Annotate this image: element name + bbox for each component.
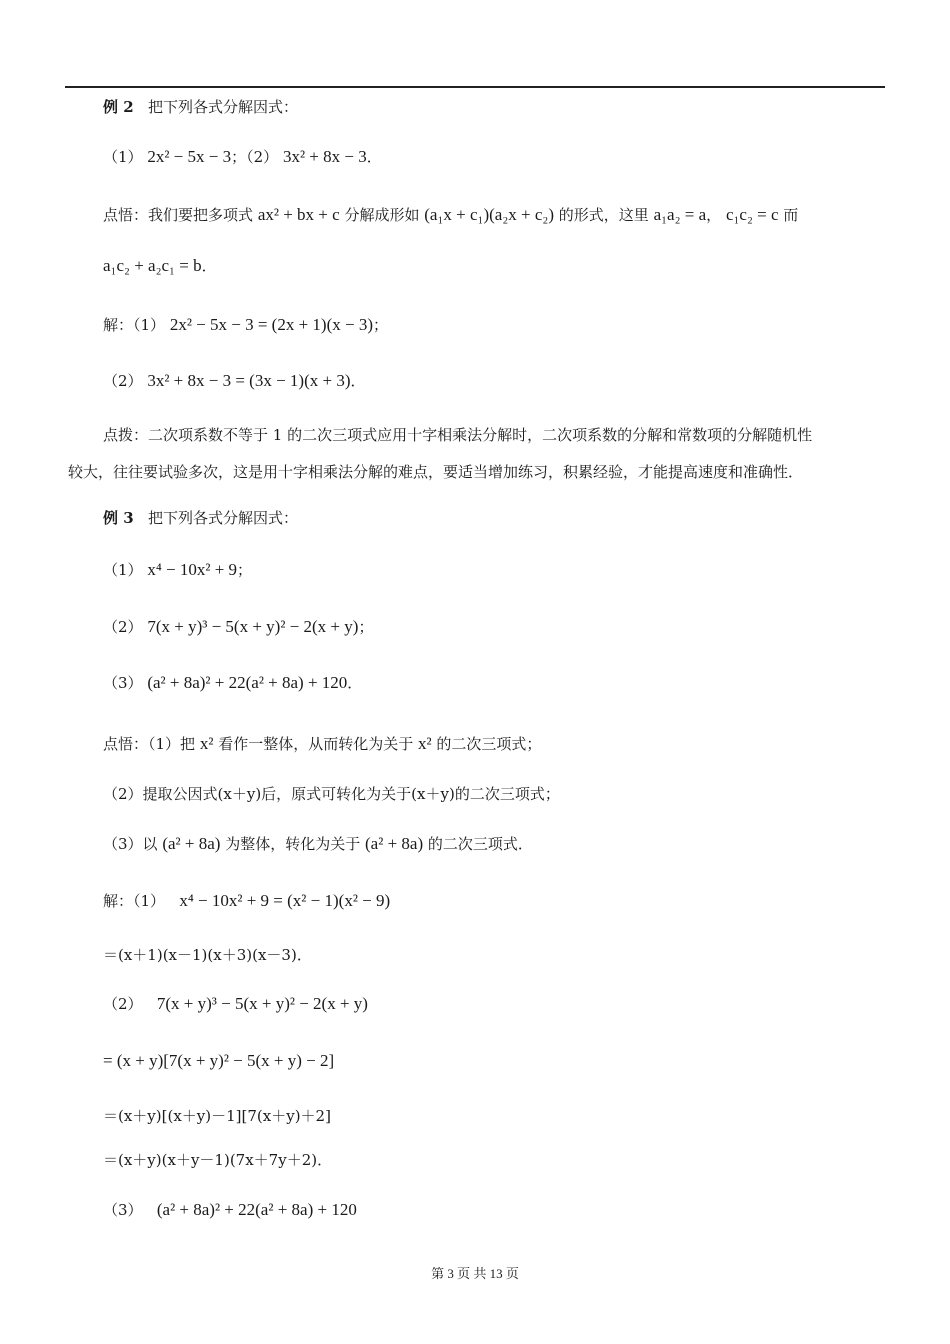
example-3-solution-2c: [103, 1106, 331, 1126]
punctuation: ，: [706, 206, 722, 224]
example-2-tip: [103, 425, 812, 445]
solution-label: 解：（1）: [103, 892, 166, 910]
math-expression: (a² + 8a)² + 22(a² + 8a) + 120: [156, 1200, 357, 1219]
math-expression: x²: [418, 734, 432, 753]
punctuation: ．: [350, 372, 366, 390]
question-number: （2）: [103, 372, 143, 390]
math-expression: ＝(x＋y)(x＋y－1)(7x＋7y＋2)．: [103, 1151, 333, 1169]
punctuation: ．: [201, 257, 217, 275]
question-number: （1）: [103, 561, 143, 579]
hint-text: 的二次三项式．: [427, 835, 533, 853]
punctuation: ．: [366, 148, 382, 166]
tip-label: 点拨：: [103, 426, 149, 444]
tip-text: 较大，往往要试验多次，这是用十字相乘法分解的难点，要适当增加练习，积累经验，才能提高速度和准确性．: [68, 463, 804, 481]
math-expression: = (x + y)[7(x + y)² − 5(x + y) − 2]: [103, 1051, 335, 1070]
math-expression: x⁴ − 10x² + 9: [147, 560, 238, 579]
example-2-tip-cont: [68, 462, 803, 482]
example-2-hint: [103, 205, 798, 225]
hint-text: 为整体，转化为关于: [225, 835, 361, 853]
punctuation: ．: [347, 674, 363, 692]
hint-text: 我们要把多项式: [148, 206, 254, 224]
hint-label: 点悟：: [103, 735, 149, 753]
example-3-solution-3: [103, 1200, 357, 1220]
punctuation: ；: [237, 561, 253, 579]
math-expression: 3x² + 8x − 3 = (3x − 1)(x + 3): [147, 371, 351, 390]
math-expression: a₁c₂ + a₂c₁ = b: [103, 256, 202, 275]
question-number: （3）: [103, 674, 143, 692]
math-expression: 3x² + 8x − 3: [282, 147, 367, 166]
punctuation: ；: [358, 618, 374, 636]
example-prompt: 把下列各式分解因式：: [147, 509, 298, 527]
hint-text: 看作一整体，从而转化为关于: [218, 735, 414, 753]
hint-label: 点悟：: [103, 206, 149, 224]
solution-label: 解：（1）: [103, 316, 166, 334]
math-expression: (a² + 8a): [162, 834, 221, 853]
hint-text: （1）把: [148, 735, 196, 753]
hint-text: 的二次三项式；: [436, 735, 542, 753]
hint-text: （3）以: [103, 835, 158, 853]
example-3-question-1: [103, 560, 252, 580]
example-label: 例 3: [103, 509, 134, 527]
punctuation: ；: [373, 316, 389, 334]
math-expression: 2x² − 5x − 3 = (2x + 1)(x − 3): [169, 315, 374, 334]
math-expression: 7(x + y)³ − 5(x + y)² − 2(x + y): [156, 994, 368, 1013]
math-expression: ＝(x＋1)(x－1)(x＋3)(x－3)．: [103, 946, 312, 964]
math-expression: (a² + 8a): [365, 834, 424, 853]
example-3-solution-1: [103, 891, 390, 911]
question-number: （1）: [103, 148, 143, 166]
math-expression: (a² + 8a)² + 22(a² + 8a) + 120: [147, 673, 348, 692]
example-2-solution-2: [103, 371, 366, 391]
question-number: （3）: [103, 1201, 143, 1219]
example-3-hint-2: [103, 784, 560, 804]
math-expression: x²: [199, 734, 214, 753]
math-expression: ax² + bx + c: [257, 205, 340, 224]
example-3-heading: [103, 508, 298, 528]
question-number: （2）: [103, 618, 143, 636]
question-number: （2）: [103, 995, 143, 1013]
hint-text: （2）提取公因式(x＋y)后，原式可转化为关于(x＋y)的二次三项式；: [103, 785, 560, 803]
math-expression: a₁a₂ = a: [653, 205, 707, 224]
math-expression: c₁c₂ = c: [725, 205, 779, 224]
example-2-questions: [103, 147, 382, 167]
example-3-solution-2d: [103, 1150, 332, 1170]
math-expression: ＝(x＋y)[(x＋y)－1][7(x＋y)＋2]: [103, 1107, 331, 1125]
math-expression: x⁴ − 10x² + 9 = (x² − 1)(x² − 9): [179, 891, 391, 910]
example-label: 例 2: [103, 98, 134, 116]
example-3-solution-2b: [103, 1051, 334, 1071]
example-3-question-3: [103, 673, 362, 693]
example-3-hint-3: [103, 834, 533, 854]
example-2-heading: [103, 97, 298, 117]
header-rule: [65, 86, 885, 88]
example-3-solution-2: [103, 994, 368, 1014]
hint-text: 分解成形如: [344, 206, 420, 224]
example-3-question-2: [103, 617, 373, 637]
example-prompt: 把下列各式分解因式：: [147, 98, 298, 116]
math-expression: 7(x + y)³ − 5(x + y)² − 2(x + y): [147, 617, 359, 636]
math-expression: 2x² − 5x − 3: [147, 147, 232, 166]
page-number: 第 3 页 共 13 页: [431, 1266, 519, 1281]
separator: ；（2）: [231, 148, 279, 166]
hint-text: 而: [783, 206, 799, 224]
math-expression: (a₁x + c₁)(a₂x + c₂): [424, 205, 554, 224]
tip-text: 二次项系数不等于 1 的二次三项式应用十字相乘法分解时，二次项系数的分解和常数项的分解随机性: [148, 426, 813, 444]
example-2-solution-1: [103, 315, 388, 335]
example-2-hint-cont: [103, 256, 217, 276]
hint-text: 的形式，这里: [558, 206, 649, 224]
example-3-solution-1b: [103, 945, 312, 965]
example-3-hint-1: [103, 734, 541, 754]
